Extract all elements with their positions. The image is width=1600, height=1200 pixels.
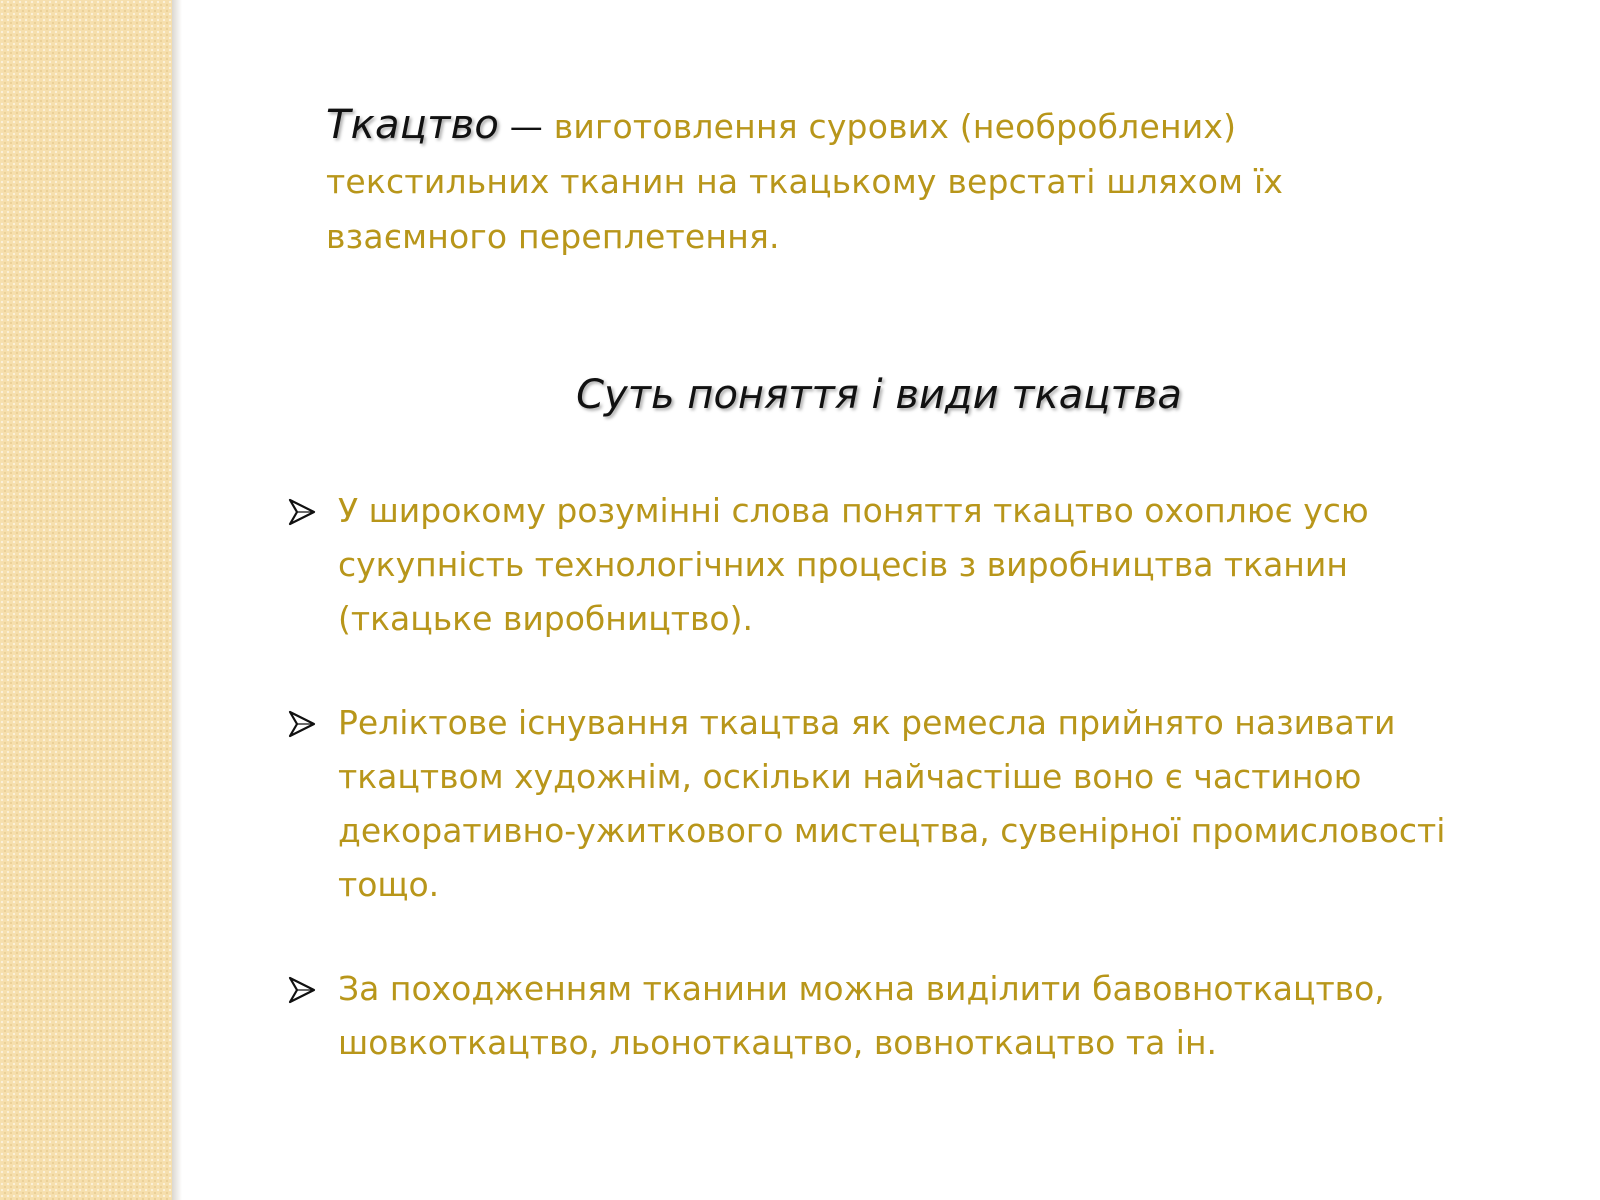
side-band-shadow	[172, 0, 182, 1200]
bullet-text: Реліктове існування ткацтва як ремесла прийнято називати ткацтвом художнім, оскільки найчастіше воно є частиною декоративно-ужиткового мистецтва, сувенірної промисловості тощо.	[338, 703, 1446, 904]
decorative-side-band	[0, 0, 172, 1200]
bullet-text: У широкому розумінні слова поняття ткацтво охоплює усю сукупність технологічних процесів з виробництва тканин (ткацьке виробництво).	[338, 491, 1369, 638]
definition-term: Ткацтво	[326, 102, 500, 148]
bullet-list	[288, 484, 1478, 1120]
bullet-text: За походженням тканини можна виділити бавовноткацтво, шовкоткацтво, льоноткацтво, вовноткацтво та ін.	[338, 969, 1385, 1062]
arrow-bullet-icon	[288, 710, 316, 738]
arrow-bullet-icon	[288, 498, 316, 526]
definition-dash: —	[509, 107, 543, 146]
definition-text: виготовлення сурових (необроблених) текстильних тканин на ткацькому верстаті шляхом їх взаємного переплетення.	[326, 107, 1284, 256]
bullet-item	[288, 696, 1478, 912]
definition-paragraph	[326, 98, 1376, 264]
bullet-item	[288, 962, 1478, 1070]
section-title: Суть поняття і види ткацтва	[576, 372, 1182, 418]
arrow-bullet-icon	[288, 976, 316, 1004]
bullet-item	[288, 484, 1478, 646]
